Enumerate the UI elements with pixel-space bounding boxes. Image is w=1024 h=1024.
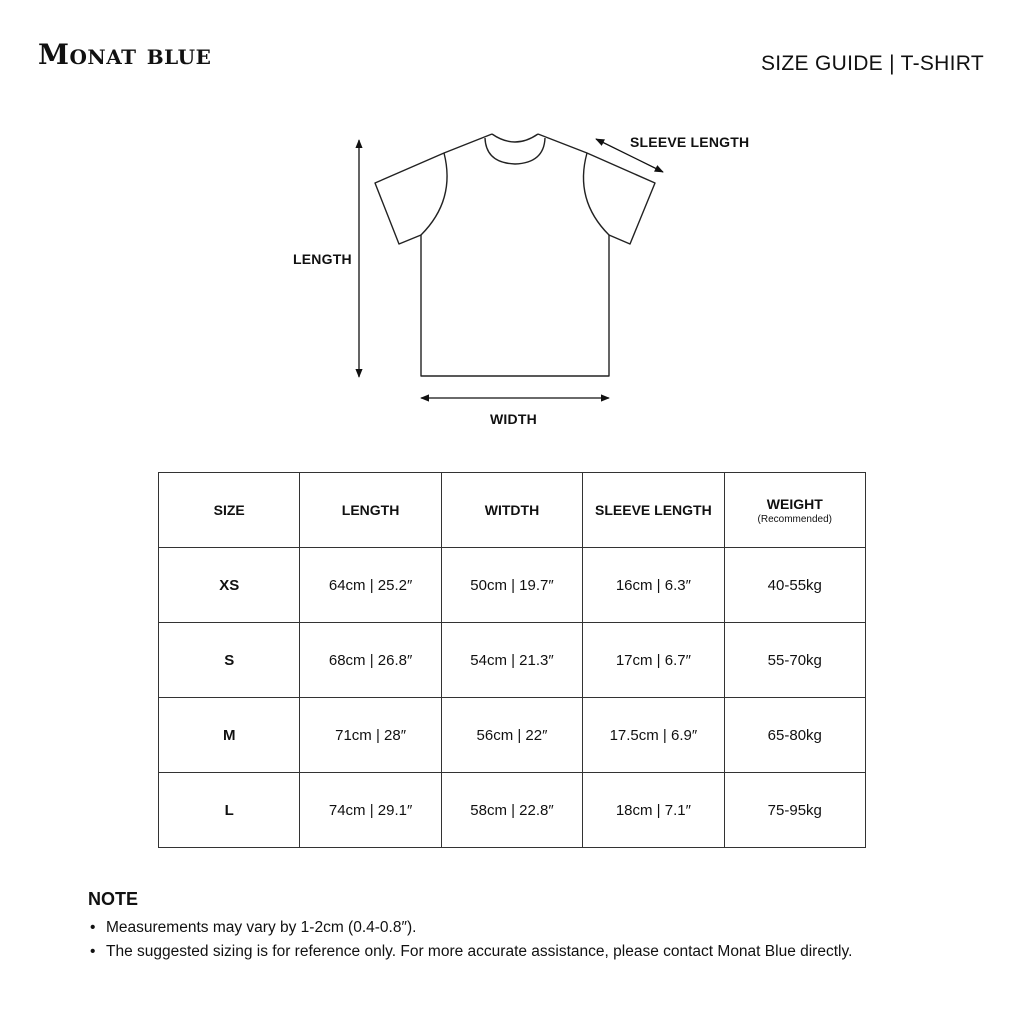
tshirt-diagram	[0, 0, 1024, 470]
header-weight	[724, 473, 865, 548]
size-cell: M	[159, 698, 300, 773]
brand-logo: Monat blue	[38, 38, 212, 71]
note-title: NOTE	[88, 889, 139, 909]
weight-cell: 65-80kg	[724, 698, 865, 773]
header-length: LENGTH	[300, 473, 441, 548]
sleeve-cell: 18cm | 7.1″	[583, 773, 724, 848]
sleeve-cell: 17cm | 6.7″	[583, 623, 724, 698]
length-cell: 74cm | 29.1″	[300, 773, 441, 848]
list-item: • Measurements may vary by 1-2cm (0.4-0.8″).	[88, 918, 852, 937]
table-row	[159, 548, 866, 623]
tshirt-outline	[375, 134, 655, 376]
size-cell: L	[159, 773, 300, 848]
weight-cell: 55-70kg	[724, 623, 865, 698]
weight-cell: 40-55kg	[724, 548, 865, 623]
length-cell: 64cm | 25.2″	[300, 548, 441, 623]
header-width: WITDTH	[441, 473, 582, 548]
page-title: SIZE GUIDE | T-SHIRT	[760, 52, 984, 75]
width-label: WIDTH	[490, 411, 537, 427]
width-cell: 56cm | 22″	[441, 698, 582, 773]
size-cell: S	[159, 623, 300, 698]
sleeve-length-label: SLEEVE LENGTH	[630, 134, 750, 150]
table-row	[159, 698, 866, 773]
header-weight-sub: (Recommended)	[757, 513, 833, 525]
length-cell: 68cm | 26.8″	[300, 623, 441, 698]
header-weight-label: WEIGHT	[766, 495, 823, 512]
width-cell: 54cm | 21.3″	[441, 623, 582, 698]
sleeve-cell: 17.5cm | 6.9″	[583, 698, 724, 773]
table-header-row	[159, 473, 866, 548]
width-cell: 58cm | 22.8″	[441, 773, 582, 848]
length-cell: 71cm | 28″	[300, 698, 441, 773]
sleeve-cell: 16cm | 6.3″	[583, 548, 724, 623]
table-row	[159, 773, 866, 848]
weight-cell: 75-95kg	[724, 773, 865, 848]
table-row	[159, 623, 866, 698]
length-label: LENGTH	[293, 251, 352, 267]
list-item: • The suggested sizing is for reference only. For more accurate assistance, please contact Monat Blue directly.	[88, 942, 852, 961]
header-sleeve-length: SLEEVE LENGTH	[583, 473, 724, 548]
header-size: SIZE	[159, 473, 300, 548]
note-list	[88, 918, 852, 966]
width-cell: 50cm | 19.7″	[441, 548, 582, 623]
size-table	[158, 472, 866, 848]
size-cell: XS	[159, 548, 300, 623]
